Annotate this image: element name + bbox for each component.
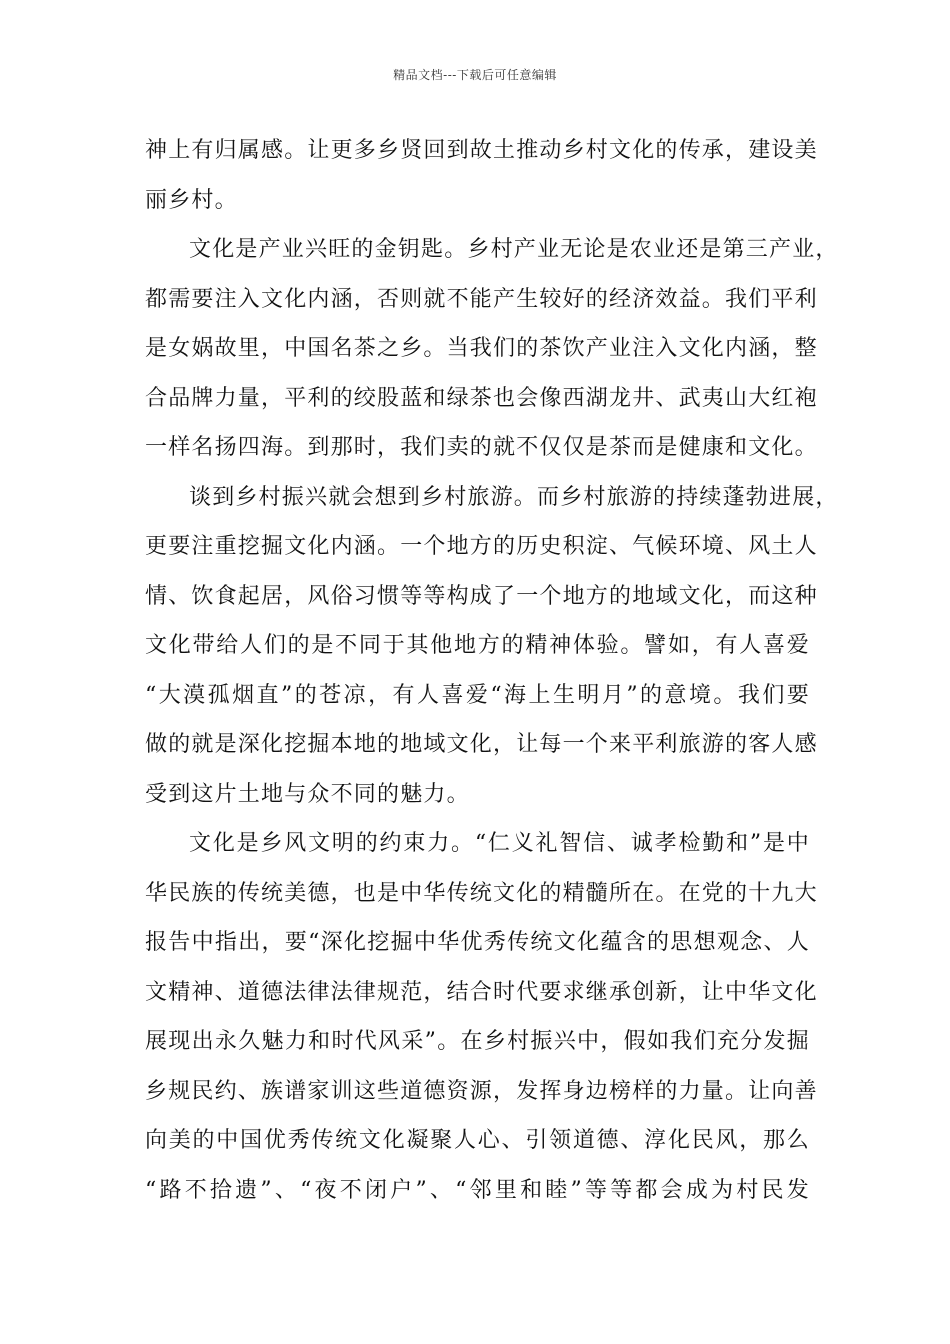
paragraph-line: 丽乡村。 [145,187,238,213]
body-text [145,126,839,1215]
paragraph-line: 展现出永久魅力和时代风采”。在乡村振兴中，假如我们充分发掘 [145,1029,810,1054]
paragraph-line: 神上有归属感。让更多乡贤回到故土推动乡村文化的传承，建设美 [145,138,818,163]
paragraph-line: 更要注重挖掘文化内涵。一个地方的历史积淀、气候环境、风土人 [145,534,818,559]
paragraph-line: 文精神、道德法律法律规范，结合时代要求继承创新，让中华文化 [145,979,818,1005]
paragraph-line: 受到这片土地与众不同的魅力。 [145,781,470,807]
paragraph-line: 谈到乡村振兴就会想到乡村旅游。而乡村旅游的持续蓬勃进展， [189,484,839,510]
paragraph-line: 华民族的传统美德，也是中华传统文化的精髓所在。在党的十九大 [145,880,818,906]
paragraph-line: 合品牌力量，平利的绞股蓝和绿茶也会像西湖龙井、武夷山大红袍 [145,385,818,411]
paragraph-line: 乡规民约、族谱家训这些道德资源，发挥身边榜样的力量。让向善 [145,1078,818,1104]
paragraph-line: 情、饮食起居，风俗习惯等等构成了一个地方的地域文化，而这种 [145,583,818,609]
paragraph-line: 报告中指出，要“深化挖掘中华优秀传统文化蕴含的思想观念、人 [145,930,810,955]
paragraph-line: 一样名扬四海。到那时，我们卖的就不仅仅是茶而是健康和文化。 [145,435,818,460]
paragraph-line: 是女娲故里，中国名茶之乡。当我们的茶饮产业注入文化内涵，整 [145,336,818,361]
paragraph-line: 文化带给人们的是不同于其他地方的精神体验。譬如，有人喜爱 [145,633,810,658]
paragraph-line: “路不拾遗”、“夜不闭户”、“邻里和睦”等等都会成为村民发 [145,1177,810,1203]
paragraph-line: “大漠孤烟直”的苍凉，有人喜爱“海上生明月”的意境。我们要 [145,682,810,708]
paragraph-line: 向美的中国优秀传统文化凝聚人心、引领道德、淳化民风，那么 [145,1128,810,1153]
paragraph-line: 做的就是深化挖掘本地的地域文化，让每一个来平利旅游的客人感 [145,732,818,757]
paragraph-line: 文化是乡风文明的约束力。“仁义礼智信、诚孝检勤和”是中 [189,831,810,856]
paragraph-line: 文化是产业兴旺的金钥匙。乡村产业无论是农业还是第三产业， [189,237,839,262]
page-header: 精品文档---下载后可任意编辑 [393,68,557,82]
paragraph-line: 都需要注入文化内涵，否则就不能产生较好的经济效益。我们平利 [145,286,818,312]
